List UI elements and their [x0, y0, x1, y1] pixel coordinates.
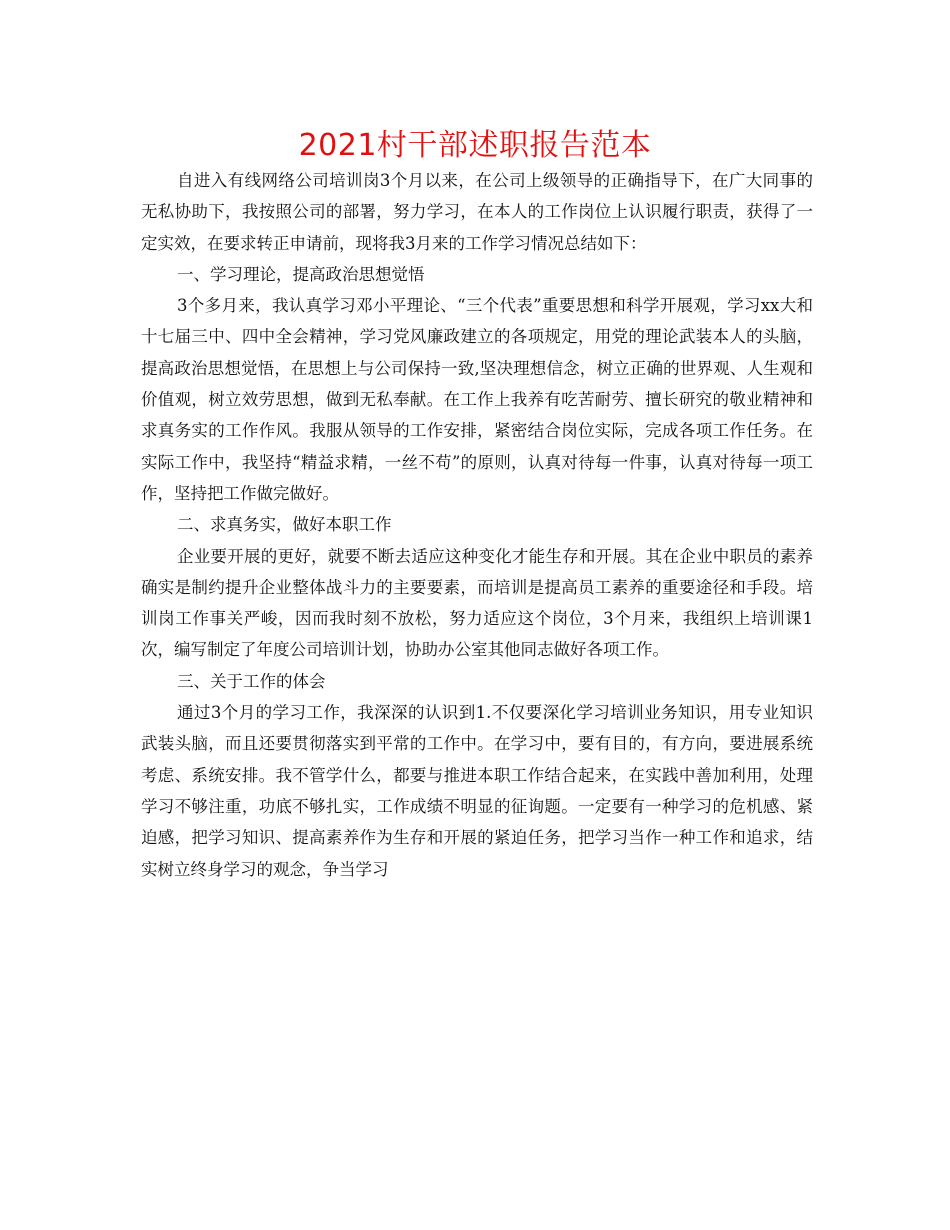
section-heading-2: 二、求真务实，做好本职工作	[177, 515, 392, 535]
section-heading-1: 一、学习理论，提高政治思想觉悟	[177, 264, 425, 284]
document-title: 2021村干部述职报告范本	[298, 128, 652, 163]
paragraph-intro: 自进入有线网络公司培训岗3个月以来，在公司上级领导的正确指导下，在广大同事的无私协助下，我按照公司的部署，努力学习，在本人的工作岗位上认识履行职责，获得了一定实效，在要求转正申请前，现将我3月来的工作学习情况总结如下：	[141, 171, 813, 253]
paragraph-section-2: 企业要开展的更好，就要不断去适应这种变化才能生存和开展。其在企业中职员的素养确实是制约提升企业整体战斗力的主要要素，而培训是提高员工素养的重要途径和手段。培训岗工作事关严峻，因而我时刻不放松，努力适应这个岗位，3个月来，我组织上培训课1次，编写制定了年度公司培训计划，协助办公室其他同志做好各项工作。	[141, 546, 813, 660]
section-heading-3: 三、关于工作的体会	[177, 671, 326, 691]
document-body	[141, 165, 813, 885]
paragraph-section-1: 3个多月来，我认真学习邓小平理论、“三个代表”重要思想和科学开展观，学习xx大和十七届三中、四中全会精神，学习党风廉政建立的各项规定，用党的理论武装本人的头脑，提高政治思想觉悟，在思想上与公司保持一致,坚决理想信念，树立正确的世界观、人生观和价值观，树立效劳思想，做到无私奉献。在工作上我养有吃苦耐劳、擅长研究的敬业精神和求真务实的工作作风。我服从领导的工作安排，紧密结合岗位实际，完成各项工作任务。在实际工作中，我坚持“精益求精，一丝不苟”的原则，认真对待每一件事，认真对待每一项工作，坚持把工作做完做好。	[141, 296, 813, 503]
paragraph-section-3: 通过3个月的学习工作，我深深的认识到1.不仅要深化学习培训业务知识，用专业知识武装头脑，而且还要贯彻落实到平常的工作中。在学习中，要有目的，有方向，要进展系统考虑、系统安排。我不管学什么，都要与推进本职工作结合起来，在实践中善加利用，处理学习不够注重，功底不够扎实，工作成绩不明显的征询题。一定要有一种学习的危机感、紧迫感，把学习知识、提高素养作为生存和开展的紧迫任务，把学习当作一种工作和追求，结实树立终身学习的观念，争当学习	[141, 703, 813, 879]
